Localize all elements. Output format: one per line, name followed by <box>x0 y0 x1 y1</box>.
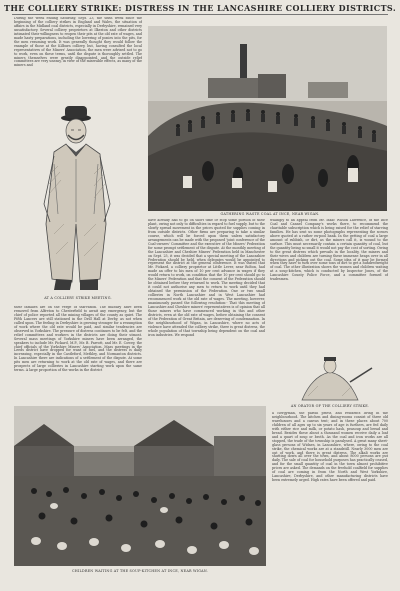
caption-orator: AN ORATOR OF THE COLLIERY STRIKE. <box>290 404 370 408</box>
miner-portrait-illustration <box>14 104 142 294</box>
orator-illustration <box>272 356 388 404</box>
column-3-text: willingly to an appeal from Mr. Isaac Wilson Lawrence, of the Ince Coal and Cannel Company's works there, to recommend the charitable subscription which is being raised for the relief of starving families. He has sent us some photographs representing the scenes above quoted at a rather ex-pool bank. In the getting of coal a large amount of rubbish, or dirt, as the miners call it, is wound to the surface. This must necessarily contain a certain quantity of coal, but the quantity being so small it would not pay the cost of sorting. Owing to the great distress which prevails in the locality, the miners and their wives and children are turning these immense heaps over in all directions and picking out the coal. Some idea of it may be formed when they have to turn over some tons of dirt to get a hundredweight of coal. The other illustration shows the women and children waiting at a soup-kitchen, which is conducted by Inspector Jones, of the Lancashire County Police Force, and a committee formed of tradesmen. <box>270 219 388 282</box>
caption-colliery-meeting: AT A COLLIERY STRIKE MEETING. <box>44 296 112 300</box>
column-1-top-text: During the week ending Saturday, Sept. 23, the sixth week since the beginning of the colliery strikes in England and Wales, the situation of affairs in the Midland coal districts, especially in Derbyshire, remained very unsatisfactory. Several colliery proprietors at Ilkeston and other districts intimated their willingness to reopen their pits at the old rate of wages, and made hasty preparations, including the lowering of ponies into the pits, for the men resuming work. It was generally thought they would follow the example of those at the Kilburn colliery, but, having consulted the local representatives of the Miners' Association, the men were advised not to go to work, even on these terms, until the dispute is thoroughly settled. The miners themselves were greatly disappointed, and the outside relief committees are very uneasy, in view of the miserable effects, as many of the miners and <box>14 17 142 68</box>
column-1-bottom-text: their families are on the verge of starvation. The military have been removed from Alfreton to Chesterfield to await any emergency, but the chief of police reported all the mining villages of the county as quiet. The Fifth Lancers are still stationed in the Drill Hall at Derby, as not when called upon. The feeling in Derbyshire is growing stronger for a resumption of work where the old rate would be paid, and similar tendencies are observed in Yorkshire. The pressure of distress continues to be felt, and the relief committees and workers in the districts are doing their utmost. Several mass meetings of Yorkshire miners have been arranged, the speakers to include Mr. Pickard, M.P., Mr. B. Parrott, and Mr. E. Cowey, the chief officials of the Yorkshire Miners' Association. Mass meetings in the Leeds district have dropped for want of fuel, and the distress is daily increasing, especially in the Castleford, Methley, and Normanton districts. In Lancashire there are indications of a settlement of the dispute. At some pits men are returning to work at the old rate of wages, and there are prospects of large collieries in Lancashire starting work upon the same terms. A large proportion of the works in the district <box>14 306 142 373</box>
caption-gathering-coal: GATHERING WASTE COAL AT INCE, NEAR WIGAN. <box>220 212 320 216</box>
caption-children-waiting: CHILDREN WAITING AT THE SOUP-KITCHEN AT INCE, NEAR WIGAN. <box>71 569 209 573</box>
headline-rule <box>12 14 388 15</box>
page-headline: THE COLLIERY STRIKE: DISTRESS IN THE LANCASHIRE COLLIERY DISTRICTS. <box>3 3 397 13</box>
column-3-bottom-text: a clergyman, the parish priest, and residents living in the neighbourhood. The kitchen and dining-rooms consist of three old warehouses and a canvas tent; and in these places about 700 children of all ages up to six years of age is furthers, are fed daily with either rice and milk, or potato hash, peasoup and bread and bread. Besides these about a thousand women receive daily a loaf and a quart of soup or broth. As the coal and iron works are all stopped, the trade of the township is paralysed. A great many sheet-glass persons of Widnes, in Lancashire, where, owing to the coal strike, the chemical works are at a standstill. Nearly 3000 men are out of work, and there is great distress. The alkali works are shutting down all over the town, and about 8000 persons are put daily. The sale of coal for household purposes has practically ceased, and for the small quantity of coal in the town almost prohibitive prices are asked. The demands on the freehold coalfield for supplies of coal are coming in from the North and West Yorkshire, Lancashire, Derbyshire, and other manufacturing districts have been extremely urged. High rates have been offered and paid. <box>272 412 388 483</box>
waste-coal-photo <box>148 26 387 211</box>
soup-kitchen-photo <box>14 406 266 566</box>
column-2-text: have already had to go on short time or stop some portion of their plant, owing not only to difficulties in regard to fuel supply, but to the slowly spread movement in the prices quoted for supplies coming in from outside districts. Other firms are preparing to take a similar course, which will be forced upon them unless satisfactory arrangements can be made with the proposed 'joint conference of the Coal-owners' Committee and the executive of the Miners' Federation for some prompt settlement of the dispute. At the monthly meeting of the Lancashire and Cheshire Miners' Federation held in Manchester on Sept. 25, it was decided that a special meeting of the Lancashire Federation should be held, when delegates would be appointed to represent the district at the general conference. It was stated that Mr. Pickard, a colliery proprietor at Little Lever, near Bolton, had made an offer to his men of 10 per cent advance in wages if they would return to work, on condition that the 10 per cent should go to the Miners' Federation and that the consent of the Federation should be obtained before they returned to work. The meeting decided that it could not authorise any men to return to work until they had obtained the permission of the Federation. One or two small collieries in North Lancashire and in West Lancashire had recommenced work at the old rate of wages. The meeting, however, unanimously passed the following resolution:- That this meeting of Lancashire and Cheshire miners' representatives is of opinion that all those miners who have commenced working in this and other districts, even at the old rate of wages, before obtaining the consent of the Federation of Great Britain, are deserving of condemnation. In the neighbourhood of Wigan, in Lancashire, where no acts of violence have attended the colliery strike, there is great distress, the whole population of that township being dependent on the coal and iron industries. We respond <box>148 219 265 337</box>
